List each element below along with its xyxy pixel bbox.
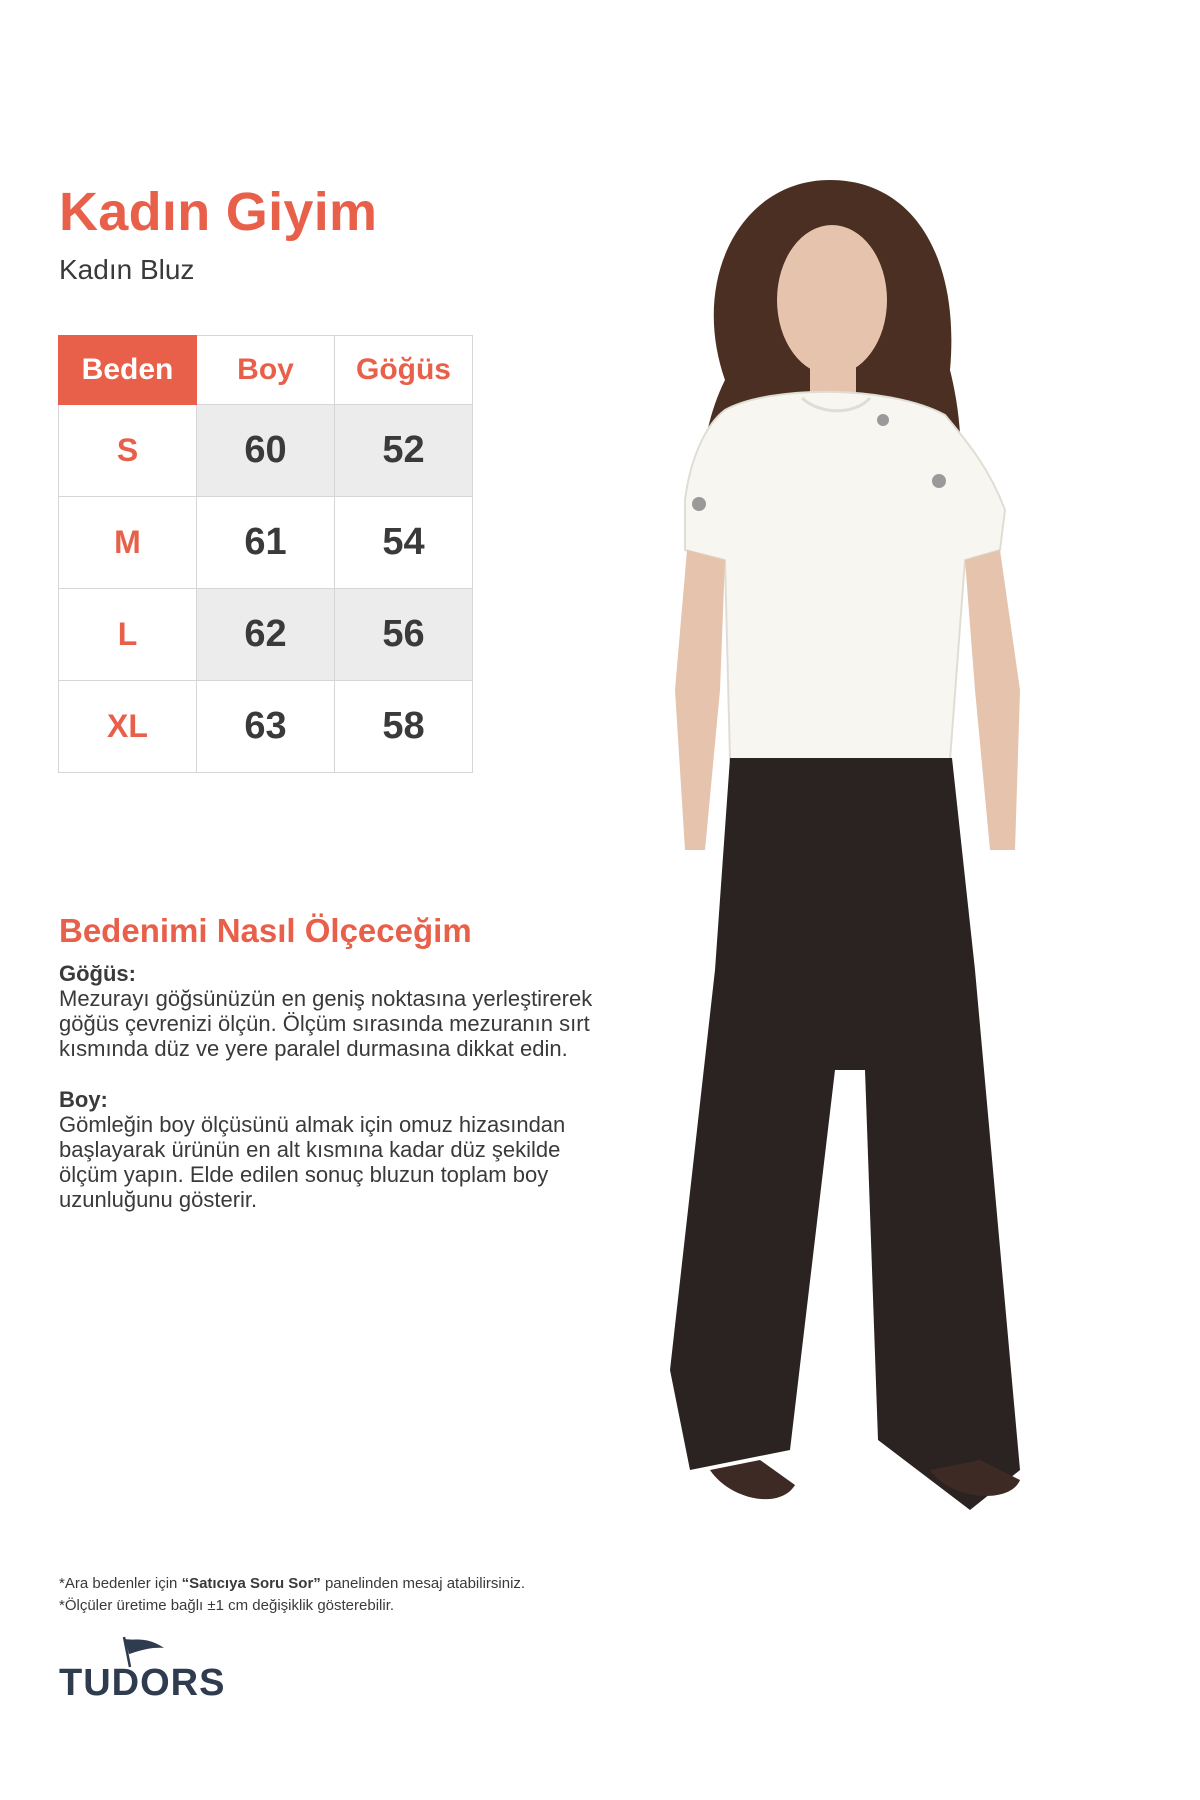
- page-subtitle: Kadın Bluz: [59, 254, 195, 285]
- boy-cell: 63: [197, 681, 335, 773]
- table-row: [59, 589, 473, 681]
- gogus-cell: 56: [335, 589, 473, 681]
- length-label: Boy:: [59, 1087, 108, 1112]
- size-cell: XL: [59, 681, 197, 773]
- model-photo: [630, 170, 1110, 1650]
- length-instructions: Gömleğin boy ölçüsünü almak için omuz hizasından başlayarak ürünün en alt kısmına kadar düz şekilde ölçüm yapın. Elde edilen sonuç bluzun toplam boy uzunluğunu gösterir.: [59, 1112, 566, 1212]
- page-title: Kadın Giyim: [59, 182, 378, 242]
- table-header-row: [59, 336, 473, 405]
- chest-label: Göğüs:: [59, 961, 136, 986]
- gogus-cell: 54: [335, 497, 473, 589]
- gogus-cell: 58: [335, 681, 473, 773]
- footnote-intermediate-sizes: [59, 1573, 525, 1595]
- size-cell: M: [59, 497, 197, 589]
- size-chart-table: [58, 335, 473, 773]
- footnote-prefix: *Ara bedenler için: [59, 1575, 182, 1592]
- table-row: [59, 497, 473, 589]
- footnotes: [59, 1573, 525, 1617]
- boy-cell: 61: [197, 497, 335, 589]
- table-row: [59, 405, 473, 497]
- size-cell: S: [59, 405, 197, 497]
- footnote-tolerance: *Ölçüler üretime bağlı ±1 cm değişiklik gösterebilir.: [59, 1597, 395, 1614]
- size-cell: L: [59, 589, 197, 681]
- gogus-cell: 52: [335, 405, 473, 497]
- column-header-boy: Boy: [197, 336, 335, 405]
- chest-measurement-section: [59, 961, 619, 1061]
- boy-cell: 60: [197, 405, 335, 497]
- column-header-beden: Beden: [59, 336, 197, 405]
- ask-seller-text: “Satıcıya Soru Sor”: [181, 1575, 321, 1592]
- table-row: [59, 681, 473, 773]
- brand-name: TUDORS: [59, 1662, 226, 1704]
- footnote-suffix: panelinden mesaj atabilirsiniz.: [320, 1575, 526, 1592]
- length-measurement-section: [59, 1087, 619, 1212]
- measurement-guide: [59, 911, 619, 1238]
- brand-logo: [59, 1635, 229, 1705]
- measurement-guide-title: Bedenimi Nasıl Ölçeceğim: [59, 912, 472, 949]
- boy-cell: 62: [197, 589, 335, 681]
- column-header-gogus: Göğüs: [335, 336, 473, 405]
- chest-instructions: Mezurayı göğsünüzün en geniş noktasına yerleştirerek göğüs çevrenizi ölçün. Ölçüm sırasında mezuranın sırt kısmında düz ve yere paralel durmasına dikkat edin.: [59, 986, 593, 1061]
